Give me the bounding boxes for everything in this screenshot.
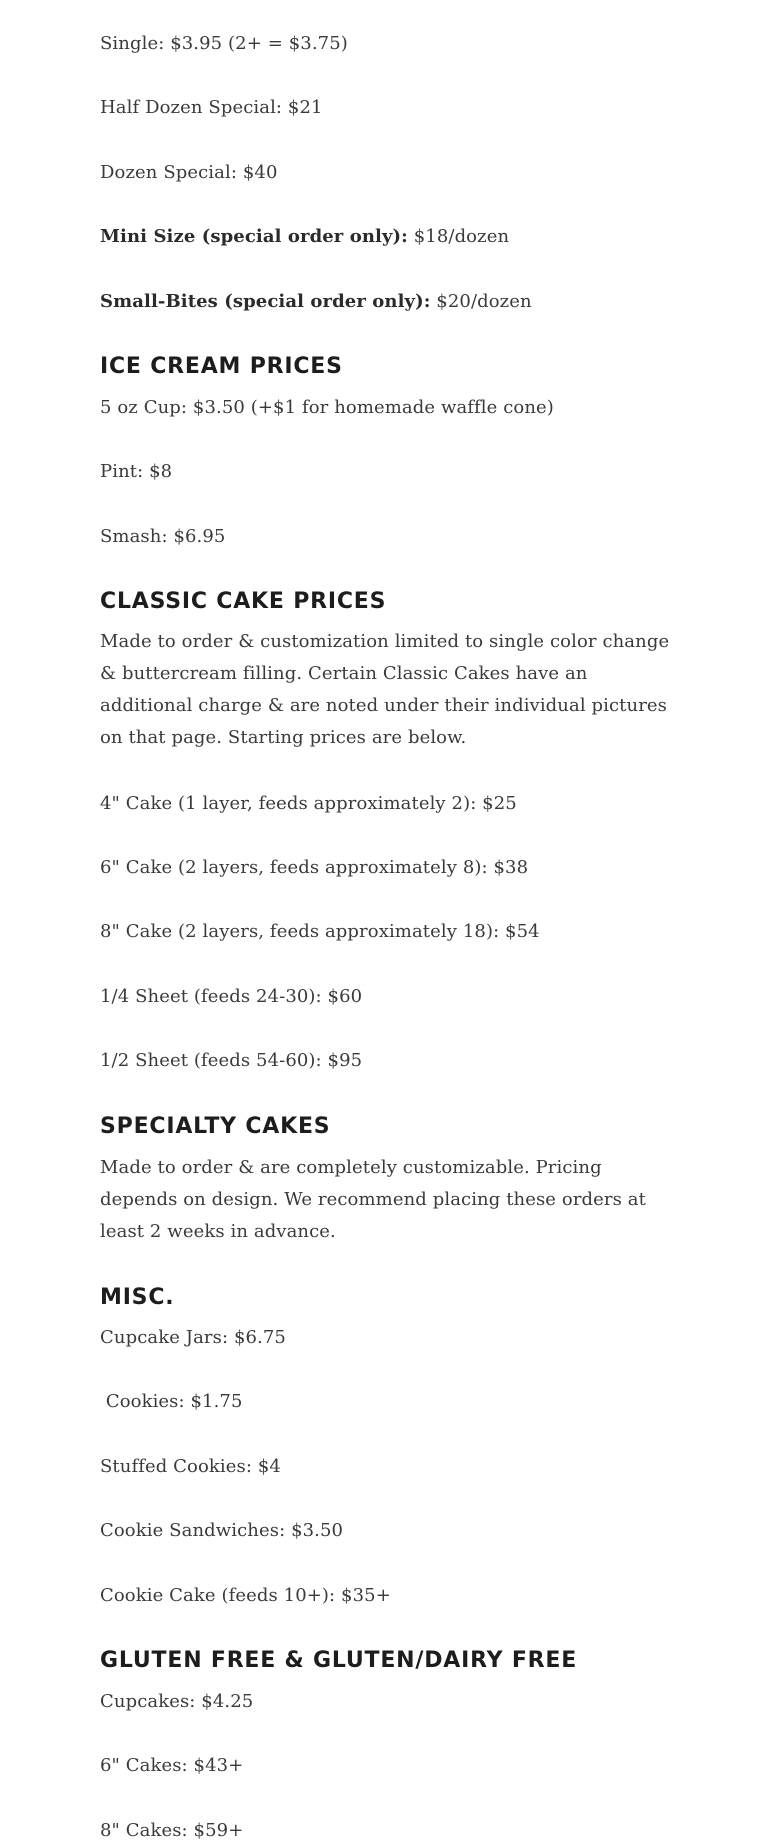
classic-cake-description: Made to order & customization limited to single color change & buttercream filling. Certain Classic Cakes have an additional charge & are noted under their individual pictures on that page. Starting prices are below. bbox=[100, 631, 670, 748]
price-single: Single: $3.95 (2+ = $3.75) bbox=[100, 33, 348, 54]
price-gf-6in-cakes: 6" Cakes: $43+ bbox=[100, 1755, 244, 1776]
heading-gluten-free: GLUTEN FREE & GLUTEN/DAIRY FREE bbox=[100, 1648, 578, 1673]
price-quarter-sheet: 1/4 Sheet (feeds 24-30): $60 bbox=[100, 986, 363, 1007]
price-pint: Pint: $8 bbox=[100, 461, 173, 482]
price-cupcake-jars: Cupcake Jars: $6.75 bbox=[100, 1327, 286, 1348]
price-small-bites bbox=[100, 290, 532, 314]
price-mini-label: Mini Size (special order only): bbox=[100, 226, 408, 247]
price-cookie-sandwiches: Cookie Sandwiches: $3.50 bbox=[100, 1520, 344, 1541]
heading-classic-cake: CLASSIC CAKE PRICES bbox=[100, 589, 387, 614]
heading-ice-cream: ICE CREAM PRICES bbox=[100, 354, 343, 379]
price-small-bites-value: $20/dozen bbox=[430, 291, 532, 312]
price-classic-cake-8in: 8" Cake (2 layers, feeds approximately 18): $54 bbox=[100, 921, 540, 942]
price-gf-8in-cakes: 8" Cakes: $59+ bbox=[100, 1820, 244, 1841]
heading-misc: MISC. bbox=[100, 1285, 175, 1310]
price-small-bites-label: Small-Bites (special order only): bbox=[100, 291, 431, 312]
price-mini-value: $18/dozen bbox=[407, 226, 510, 247]
price-cookies: Cookies: $1.75 bbox=[100, 1391, 243, 1412]
price-classic-cake-6in: 6" Cake (2 layers, feeds approximately 8): $38 bbox=[100, 857, 529, 878]
price-smash: Smash: $6.95 bbox=[100, 526, 226, 547]
price-ice-cream-cup: 5 oz Cup: $3.50 (+$1 for homemade waffle cone) bbox=[100, 397, 554, 418]
price-stuffed-cookies: Stuffed Cookies: $4 bbox=[100, 1456, 281, 1477]
price-half-sheet: 1/2 Sheet (feeds 54-60): $95 bbox=[100, 1050, 363, 1071]
specialty-cakes-description: Made to order & are completely customizable. Pricing depends on design. We recommend placing these orders at least 2 weeks in advance. bbox=[100, 1157, 646, 1242]
price-gf-cupcakes: Cupcakes: $4.25 bbox=[100, 1691, 254, 1712]
price-half-dozen: Half Dozen Special: $21 bbox=[100, 97, 323, 118]
price-classic-cake-4in: 4" Cake (1 layer, feeds approximately 2): $25 bbox=[100, 793, 517, 814]
price-mini bbox=[100, 225, 509, 249]
price-cookie-cake: Cookie Cake (feeds 10+): $35+ bbox=[100, 1585, 391, 1606]
heading-specialty-cakes: SPECIALTY CAKES bbox=[100, 1114, 331, 1139]
price-dozen: Dozen Special: $40 bbox=[100, 162, 278, 183]
